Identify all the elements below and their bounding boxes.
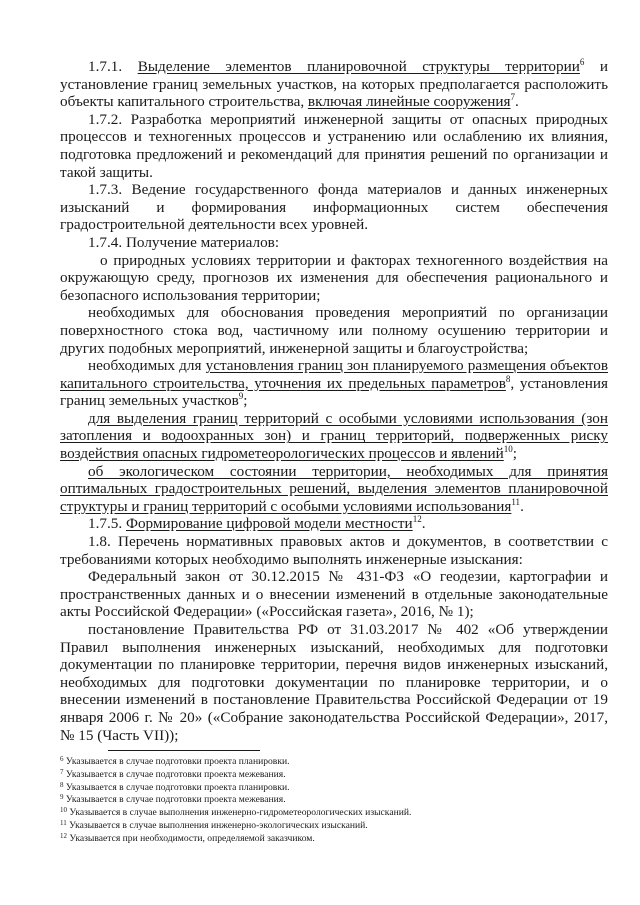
document-body bbox=[60, 58, 608, 744]
footnotes bbox=[60, 756, 608, 846]
footnote-8: $^8$ Указывается в случае подготовки проекта планировки. bbox=[60, 780, 290, 793]
footnote-12: $^{12}$ Указывается при необходимости, определяемой заказчиком. bbox=[60, 831, 315, 844]
paragraph-1-7-3: 1.7.3. Ведение государственного фонда материалов и данных инженерных изысканий и формирования информационных систем обеспечения градостроительной деятельности всех уровней. bbox=[60, 181, 608, 234]
footnote-9: $^9$ Указывается в случае подготовки проекта межевания. bbox=[60, 793, 286, 806]
footnote-ref-10: 10 bbox=[503, 444, 513, 455]
paragraph-natural-conditions: о природных условиях территории и факторах техногенного воздействия на окружающую среду, прогнозов их изменения для обеспечения рационального и безопасного использования территории; bbox=[60, 251, 608, 304]
footnote-10: $^{10}$ Указывается в случае выполнения инженерно-гидрометеорологических изысканий. bbox=[60, 806, 412, 819]
paragraph-1-7-2: 1.7.2. Разработка мероприятий инженерной защиты от опасных природных процессов и техногенных процессов и устранению или ослаблению их влияния, подготовка предложений и рекомендаций для принятия решений по организации и такой защиты. bbox=[60, 110, 608, 181]
paragraph-surface-runoff: необходимых для обоснования проведения мероприятий по организации поверхностного стока вод, частичному или полному осушению территории и других подобных мероприятий, инженерной защиты и благоустройства; bbox=[60, 304, 608, 357]
paragraph-zone-boundaries: необходимых для установления границ зон планируемого размещения объектов капитального строительства, уточнения их предельных параметров$^8$, установления границ земельных участков$^9$; bbox=[60, 357, 609, 410]
paragraph-special-territories: для выделения границ территорий с особыми условиями использования (зон затопления и водоохранных зон) и границ территорий, подверженных риску воздействия опасных гидрометеорологических процессов и явлений$^{10}$; bbox=[60, 409, 608, 463]
footnote-ref-6: 6 bbox=[579, 57, 585, 67]
paragraph-federal-law: Федеральный закон от 30.12.2015 № 431-ФЗ «О геодезии, картографии и пространственных данных и о внесении изменений в отдельные законодательные акты Российской Федерации» («Российская газета», 2016, № 1); bbox=[60, 568, 608, 621]
paragraph-ecological-state: об экологическом состоянии территории, необходимых для принятия оптимальных градостроительных решений, выделения элементов планировочной структуры и границ территорий с особыми условиями использования$^{11}$. bbox=[60, 462, 608, 515]
footnote-ref-7: 7 bbox=[510, 92, 516, 103]
paragraph-1-7-1: 1.7.1. Выделение элементов планировочной структуры территории$^6$ и установление границ земельных участков, на которых предполагается расположить объекты капитального строительства, включая линейные сооружения$^7$. bbox=[60, 57, 608, 111]
footnote-ref-11: 11 bbox=[511, 496, 521, 507]
paragraph-government-decree: постановление Правительства РФ от 31.03.2017 № 402 «Об утверждении Правил выполнения инженерных изысканий, необходимых для подготовки документации по планировке территории, перечня видов инженерных изысканий, необходимых для подготовки документации по планировке территории, и о внесении изменений в постановление Правительства Российской Федерации от 19 января 2006 г. № 20» («Собрание законодательства Российской Федерации», 2017, № 15 (Часть VII)); bbox=[60, 621, 608, 744]
footnote-ref-12: 12 bbox=[412, 514, 422, 525]
footnote-ref-8: 8 bbox=[505, 373, 511, 384]
footnote-6: $^6$ Указывается в случае подготовки проекта планировки. bbox=[60, 755, 290, 767]
paragraph-1-7-4: 1.7.4. Получение материалов: bbox=[88, 233, 280, 251]
paragraph-1-7-5: 1.7.5. Формирование цифровой модели местности$^{12}$. bbox=[88, 514, 426, 533]
paragraph-1-8: 1.8. Перечень нормативных правовых актов и документов, в соответствии с требованиями которых необходимо выполнять инженерные изыскания: bbox=[60, 533, 608, 568]
footnote-7: $^7$ Указывается в случае подготовки проекта межевания. bbox=[60, 767, 286, 780]
footnote-ref-9: 9 bbox=[238, 391, 244, 402]
footnote-separator bbox=[108, 750, 260, 751]
footnote-11: $^{11}$ Указывается в случае выполнения инженерно-экологических изысканий. bbox=[60, 818, 368, 831]
